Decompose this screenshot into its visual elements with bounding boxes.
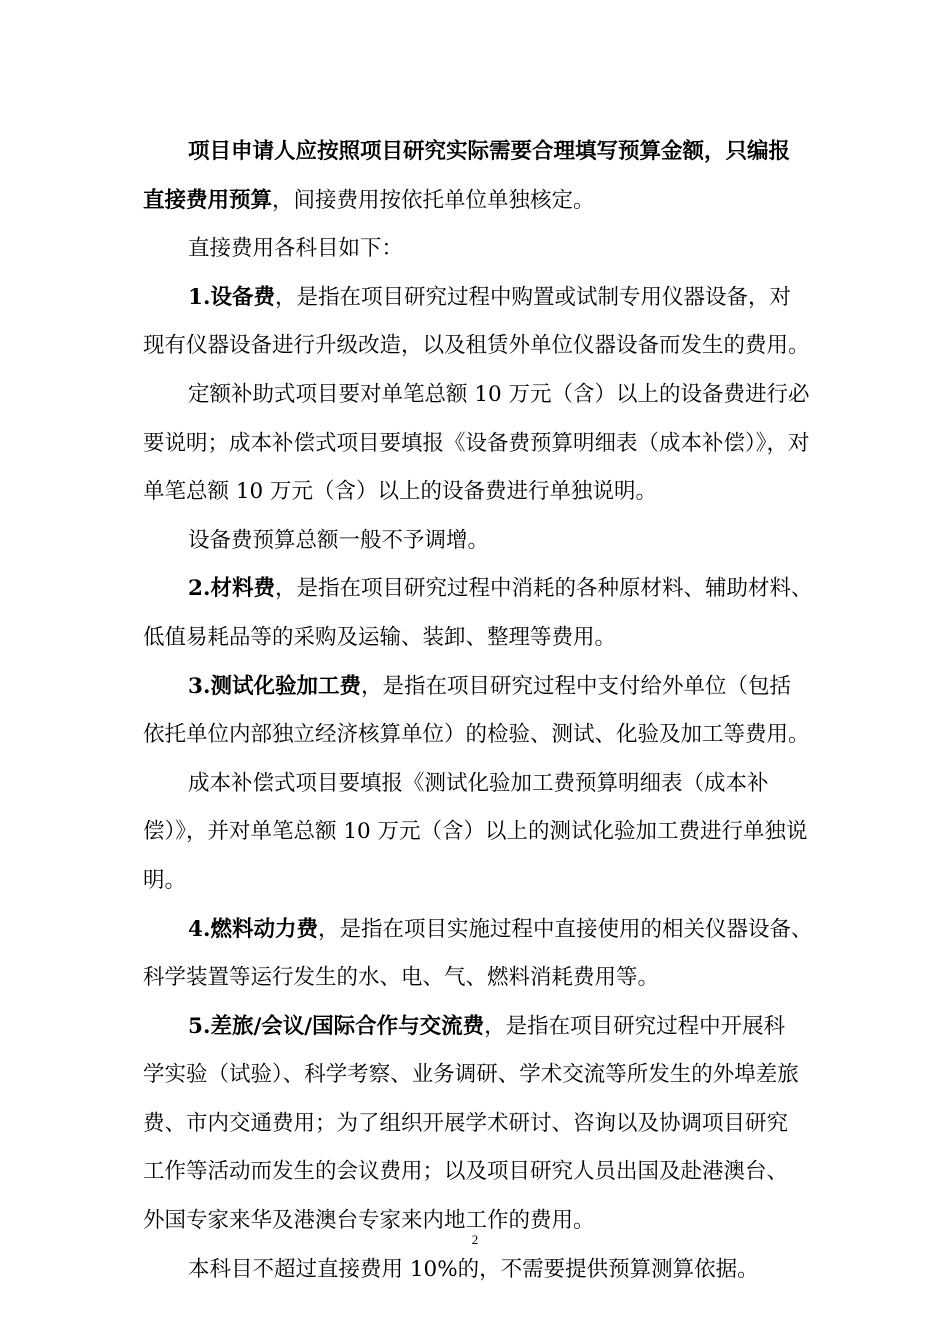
- intro-line-2: [143, 177, 813, 226]
- intro-bold-direct-cost: 直接费用预算: [143, 187, 273, 213]
- testing-number: 3.: [188, 673, 211, 699]
- travel-line-3: 费、市内交通费用；为了组织开展学术研讨、咨询以及协调项目研究: [143, 1110, 789, 1136]
- travel-line-1: [143, 1003, 813, 1052]
- materials-number: 2.: [188, 576, 211, 602]
- fuel-number: 4.: [188, 916, 211, 942]
- fuel-title: 燃料动力费: [210, 916, 318, 942]
- equipment-line-1: [143, 274, 813, 323]
- equipment-number: 1.: [188, 284, 211, 310]
- testing-line-1: [143, 663, 813, 712]
- intro-rest-text: ，间接费用按依托单位单独核定。: [272, 187, 595, 213]
- testing-title: 测试化验加工费: [210, 673, 361, 699]
- materials-line-2: 低值易耗品等的采购及运输、装卸、整理等费用。: [143, 624, 617, 650]
- page-number: 2: [471, 1232, 479, 1247]
- testing-note-line-1: 成本补偿式项目要填报《测试化验加工费预算明细表（成本补: [188, 770, 769, 796]
- fuel-desc: ，是指在项目实施过程中直接使用的相关仪器设备、: [317, 916, 813, 942]
- travel-line-4: 工作等活动而发生的会议费用；以及项目研究人员出国及赴港澳台、: [143, 1159, 789, 1185]
- intro-bold-text: 项目申请人应按照项目研究实际需要合理填写预算金额，只编报: [188, 139, 791, 164]
- materials-title: 材料费: [210, 576, 275, 602]
- travel-line-2: 学实验（试验）、科学考察、业务调研、学术交流等所发生的外埠差旅: [143, 1062, 799, 1088]
- travel-title: 差旅/会议/国际合作与交流费: [210, 1013, 485, 1039]
- equipment-title: 设备费: [210, 284, 275, 310]
- subjects-heading: 直接费用各科目如下：: [188, 236, 404, 262]
- fuel-line-1: [143, 906, 813, 955]
- testing-note-line-2: 偿）》，并对单笔总额 10 万元（含）以上的测试化验加工费进行单独说: [143, 819, 808, 845]
- testing-line-2: 依托单位内部独立经济核算单位）的检验、测试、化验及加工等费用。: [143, 722, 810, 748]
- equipment-desc: ，是指在项目研究过程中购置或试制专用仪器设备，对: [274, 284, 791, 310]
- materials-desc: ，是指在项目研究过程中消耗的各种原材料、辅助材料、: [274, 576, 813, 602]
- equipment-note-line-1: 定额补助式项目要对单笔总额 10 万元（含）以上的设备费进行必: [188, 381, 810, 407]
- materials-line-1: [143, 565, 813, 614]
- equipment-note-2: 设备费预算总额一般不予调增。: [188, 527, 490, 553]
- intro-line-1: [143, 128, 813, 177]
- travel-line-5: 外国专家来华及港澳台专家来内地工作的费用。: [143, 1208, 595, 1234]
- travel-desc: ，是指在项目研究过程中开展科: [484, 1013, 786, 1039]
- equipment-note-line-3: 单笔总额 10 万元（含）以上的设备费进行单独说明。: [143, 479, 658, 505]
- document-body: [143, 128, 813, 1294]
- fuel-line-2: 科学装置等运行发生的水、电、气、燃料消耗费用等。: [143, 965, 660, 991]
- testing-desc: ，是指在项目研究过程中支付给外单位（包括: [360, 673, 791, 699]
- travel-number: 5.: [188, 1013, 211, 1039]
- equipment-note-line-2: 要说明；成本补偿式项目要填报《设备费预算明细表（成本补偿）》，对: [143, 430, 810, 456]
- testing-note-line-3: 明。: [143, 867, 187, 893]
- equipment-line-2: 现有仪器设备进行升级改造，以及租赁外单位仪器设备而发生的费用。: [143, 333, 810, 359]
- travel-note: 本科目不超过直接费用 10%的，不需要提供预算测算依据。: [188, 1256, 759, 1282]
